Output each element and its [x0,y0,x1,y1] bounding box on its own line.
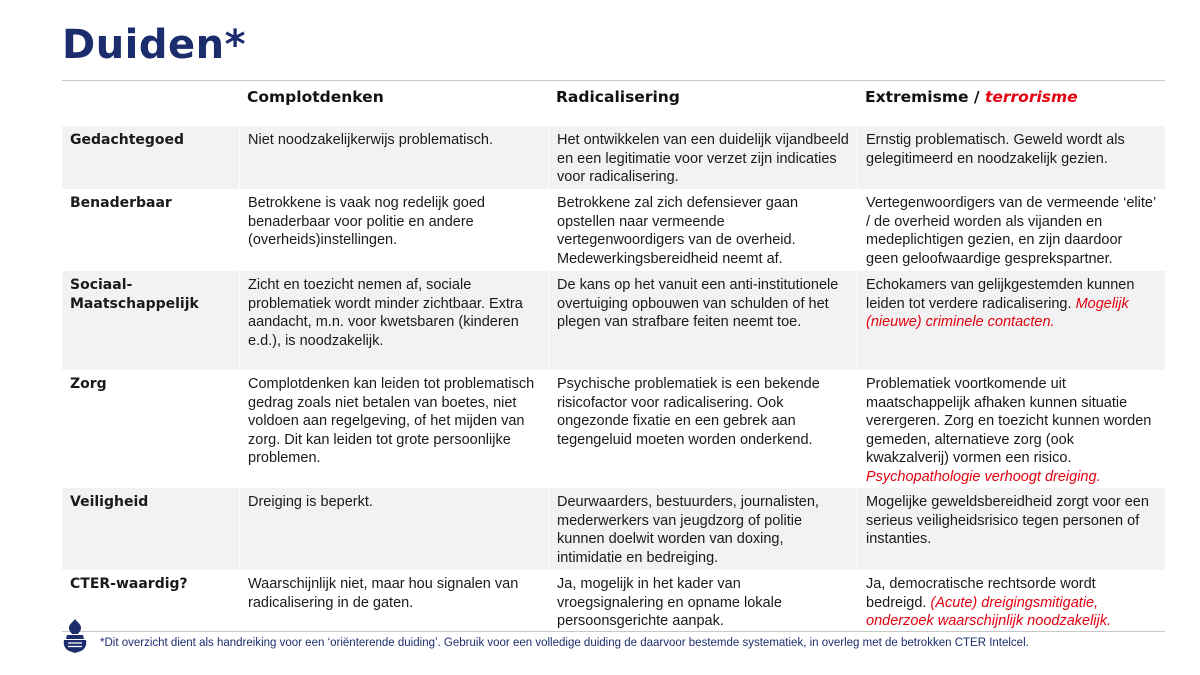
title-divider [62,80,1165,81]
footnote: *Dit overzicht dient als handreiking voor een ‘oriënterende duiding’. Gebruik voor een volledige duiding de daarvoor bestemde systematiek, in overleg met de betrokken CTER Intelcel. [100,637,1029,649]
cell-text: Ja, democratische rechtsorde wordt bedreigd. [866,576,1096,611]
page-title: Duiden* [62,22,247,68]
cell-extremisme [857,126,1165,189]
cell-radicalisering: Ja, mogelijk in het kader van vroegsignalering en opname lokale persoonsgerichte aanpak. [548,570,857,631]
cell-extremisme [857,488,1165,570]
row-label: Sociaal- Maatschappelijk [70,277,199,312]
comparison-table [62,82,1165,630]
table-row [62,271,1165,370]
cell-extremisme [857,570,1165,631]
cell-complotdenken: Dreiging is beperkt. [239,488,548,570]
header-radicalisering: Radicalisering [556,88,680,106]
table-row [62,570,1165,630]
cell-complotdenken: Betrokkene is vaak nog redelijk goed benaderbaar voor politie en andere (overheids)instellingen. [239,189,548,271]
cell-text: Vertegenwoordigers van de vermeende ‘elite’ / de overheid worden als vijanden en medeplichtigen gezien, en zijn daardoor geen geloofwaardige gesprekspartner. [866,195,1156,267]
cell-radicalisering: De kans op het vanuit een anti-institutionele overtuiging opbouwen van schulden of het plegen van strafbare feiten neemt toe. [548,271,857,370]
cell-red-text: Psychopathologie verhoogt dreiging. [866,468,1101,485]
cell-red-text: Mogelijk (nieuwe) criminele contacten. [866,295,1129,330]
cell-extremisme [857,271,1165,370]
cell-radicalisering: Deurwaarders, bestuurders, journalisten, mederwerkers van jeugdzorg of politie kunnen doelwit worden van doxing, intimidatie en bedreiging. [548,488,857,570]
cell-text: Problematiek voortkomende uit maatschappelijk afhaken kunnen situatie verergeren. Zorg en toezicht kunnen worden gemeden, alternatieve zorg (ook kwakzalverij) vormen een risico. [866,376,1152,466]
cell-complotdenken: Niet noodzakelijkerwijs problematisch. [239,126,548,189]
header-extremisme [857,82,1165,126]
row-label: Zorg [70,376,107,392]
police-logo-icon [60,618,90,654]
cell-radicalisering: Het ontwikkelen van een duidelijk vijandbeeld en een legitimatie voor verzet zijn indicaties voor radicalisering. [548,126,857,189]
table-row [62,370,1165,488]
row-label: Veiligheid [70,494,149,510]
header-complotdenken: Complotdenken [247,88,384,106]
cell-text: Echokamers van gelijkgestemden kunnen leiden tot verdere radicalisering. [866,277,1135,312]
header-terrorisme-text: terrorisme [984,88,1078,106]
cell-radicalisering: Psychische problematiek is een bekende risicofactor voor radicalisering. Ook ongezonde fixatie en een gebrek aan tegengeluid moeten worden onderkend. [548,370,857,488]
table-header-row [62,82,1165,126]
row-label: Benaderbaar [70,195,172,211]
table-row [62,126,1165,189]
cell-complotdenken: Waarschijnlijk niet, maar hou signalen van radicalisering in de gaten. [239,570,548,631]
table-row [62,488,1165,570]
cell-red-text: (Acute) dreigingsmitigatie, onderzoek waarschijnlijk noodzakelijk. [866,594,1112,629]
cell-text: Mogelijke geweldsbereidheid zorgt voor een serieus veiligheidsrisico tegen personen of instanties. [866,494,1149,547]
header-extremisme-text: Extremisme / [865,88,985,106]
cell-radicalisering: Betrokkene zal zich defensiever gaan opstellen naar vermeende vertegenwoordigers van de overheid. Medewerkingsbereidheid neemt af. [548,189,857,271]
cell-complotdenken: Complotdenken kan leiden tot problematisch gedrag zoals niet betalen van boetes, niet voldoen aan regelgeving, of het mijden van zorg. Dit kan leiden tot grote persoonlijke problemen. [239,370,548,488]
row-label: CTER-waardig? [70,576,188,592]
cell-complotdenken: Zicht en toezicht nemen af, sociale problematiek wordt minder zichtbaar. Extra aandacht, m.n. voor kwetsbaren (kinderen e.d.), is noodzakelijk. [239,271,548,370]
cell-extremisme [857,189,1165,271]
row-label: Gedachtegoed [70,132,185,148]
cell-text: Ernstig problematisch. Geweld wordt als gelegitimeerd en noodzakelijk gezien. [866,132,1125,167]
footer-divider [62,631,1165,632]
table-row [62,189,1165,271]
cell-extremisme [857,370,1165,488]
header-empty-cell [62,82,239,126]
